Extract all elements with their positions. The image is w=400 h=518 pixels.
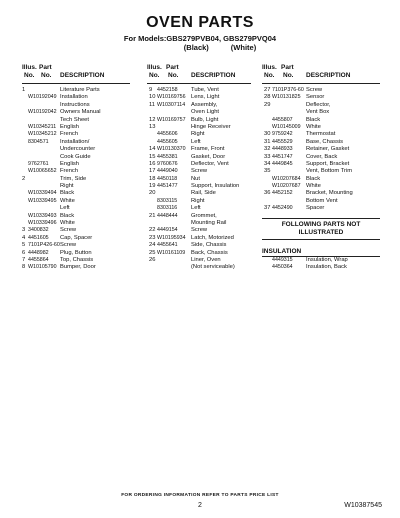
part-description: Tech Sheet bbox=[60, 116, 90, 123]
part-description: Trim, Side bbox=[60, 175, 87, 182]
insulation-row bbox=[262, 257, 380, 264]
parts-row bbox=[262, 205, 380, 212]
header-illus: Illus. bbox=[147, 64, 162, 71]
part-description: Vent, Bottom Trim bbox=[306, 168, 353, 175]
part-number: 3400832 bbox=[28, 227, 49, 234]
illus-number: 19 bbox=[149, 183, 156, 190]
part-number: 4455605 bbox=[157, 138, 178, 145]
header-part: Part bbox=[39, 64, 52, 71]
header-description: DESCRIPTION bbox=[191, 72, 236, 79]
part-description: English bbox=[60, 160, 80, 167]
parts-row bbox=[22, 242, 130, 249]
parts-row bbox=[22, 161, 130, 168]
part-description: Screw bbox=[191, 168, 208, 175]
part-number: W10339495 bbox=[28, 197, 57, 204]
part-description: Right bbox=[191, 131, 205, 138]
parts-row bbox=[22, 264, 130, 271]
part-number: W10192049 bbox=[28, 94, 57, 101]
parts-row bbox=[262, 131, 380, 138]
header-illus: Illus. bbox=[262, 64, 277, 71]
column-header bbox=[22, 64, 130, 82]
header-part-no: No. bbox=[283, 72, 294, 79]
part-description: Retainer, Gasket bbox=[306, 146, 350, 153]
part-description: Plug, Button bbox=[60, 249, 92, 256]
part-number: 4449315 bbox=[272, 256, 293, 263]
part-description: Black bbox=[306, 116, 321, 123]
illus-number: 24 bbox=[149, 242, 156, 249]
part-description: Owners Manual bbox=[60, 109, 101, 116]
part-number: 4455807 bbox=[272, 116, 293, 123]
illus-number: 34 bbox=[264, 160, 271, 167]
parts-row bbox=[147, 124, 251, 131]
illus-number: 7 bbox=[22, 256, 26, 263]
part-description: White bbox=[60, 197, 75, 204]
header-illus-no: No. bbox=[24, 72, 35, 79]
parts-row bbox=[147, 176, 251, 183]
parts-row bbox=[22, 198, 130, 205]
part-description: Bracket, Mounting bbox=[306, 190, 353, 197]
illus-number: 21 bbox=[149, 212, 156, 219]
page-number: 2 bbox=[198, 502, 202, 509]
header-illus-no: No. bbox=[149, 72, 160, 79]
part-description: Installation/ bbox=[60, 138, 90, 145]
part-description: French bbox=[60, 131, 79, 138]
parts-column-2 bbox=[147, 64, 251, 272]
part-description: Deflector, Vent bbox=[191, 160, 229, 167]
part-number: W10145009 bbox=[272, 123, 301, 130]
parts-row bbox=[22, 190, 130, 197]
illus-number: 33 bbox=[264, 153, 271, 160]
parts-row bbox=[147, 220, 251, 227]
part-description: Left bbox=[191, 205, 201, 212]
part-description: Bumper, Door bbox=[60, 264, 96, 271]
part-description: Thermostat bbox=[306, 131, 336, 138]
part-number: W10345212 bbox=[28, 131, 57, 138]
illus-number: 2 bbox=[22, 175, 26, 182]
part-number: W10105790 bbox=[28, 264, 57, 271]
part-description: Cover, Back bbox=[306, 153, 338, 160]
ordering-info-note: FOR ORDERING INFORMATION REFER TO PARTS PRICE LIST bbox=[121, 493, 279, 498]
parts-row bbox=[22, 227, 130, 234]
illus-number: 14 bbox=[149, 146, 156, 153]
parts-row bbox=[147, 146, 251, 153]
model-info bbox=[0, 34, 400, 52]
part-number: W10169757 bbox=[157, 116, 186, 123]
illus-number: 15 bbox=[149, 153, 156, 160]
illus-number: 36 bbox=[264, 190, 271, 197]
part-number: 7101P426-60 bbox=[28, 242, 60, 249]
part-number: W10065652 bbox=[28, 168, 57, 175]
parts-row bbox=[262, 124, 380, 131]
parts-row bbox=[147, 154, 251, 161]
part-number: 4452490 bbox=[272, 205, 293, 212]
illus-number: 13 bbox=[149, 123, 156, 130]
part-description: Oven Light bbox=[191, 109, 220, 116]
part-description: Base, Chassis bbox=[306, 138, 344, 145]
part-number: W10339493 bbox=[28, 212, 57, 219]
part-description: Black bbox=[306, 175, 321, 182]
header-illus: Illus. bbox=[22, 64, 37, 71]
part-description: (Not serviceable) bbox=[191, 264, 235, 271]
part-number: 4451747 bbox=[272, 153, 293, 160]
part-description: Right bbox=[60, 183, 74, 190]
illus-number: 29 bbox=[264, 101, 271, 108]
parts-row bbox=[22, 94, 130, 101]
color-white: (White) bbox=[230, 43, 257, 52]
parts-row bbox=[147, 131, 251, 138]
part-description: Mounting Rail bbox=[191, 220, 227, 227]
illus-number: 16 bbox=[149, 160, 156, 167]
parts-row bbox=[262, 190, 380, 197]
part-description: Support, Insulation bbox=[191, 183, 240, 190]
header-part: Part bbox=[166, 64, 179, 71]
part-description: Left bbox=[191, 138, 201, 145]
illus-number: 17 bbox=[149, 168, 156, 175]
header-rule bbox=[147, 83, 251, 84]
illus-number: 26 bbox=[149, 256, 156, 263]
parts-row bbox=[262, 117, 380, 124]
parts-row bbox=[22, 235, 130, 242]
parts-row bbox=[147, 94, 251, 101]
parts-row bbox=[147, 183, 251, 190]
part-description: White bbox=[60, 220, 75, 227]
parts-row bbox=[147, 198, 251, 205]
part-description: Spacer bbox=[306, 205, 325, 212]
parts-row bbox=[262, 94, 380, 101]
part-number: 4451605 bbox=[28, 234, 49, 241]
part-number: W10192042 bbox=[28, 109, 57, 116]
following-parts-title: FOLLOWING PARTS NOT ILLUSTRATED bbox=[281, 220, 361, 236]
part-description: Insulation, Wrap bbox=[306, 256, 348, 263]
parts-row bbox=[22, 220, 130, 227]
color-black: (Black) bbox=[183, 43, 209, 52]
part-description: Insulation, Back bbox=[306, 264, 347, 271]
parts-row bbox=[22, 176, 130, 183]
parts-row bbox=[147, 205, 251, 212]
document-number: W10387545 bbox=[344, 502, 382, 509]
illus-number: 22 bbox=[149, 227, 156, 234]
illus-number: 32 bbox=[264, 146, 271, 153]
part-description: Sensor bbox=[306, 94, 325, 101]
part-description: Gasket, Door bbox=[191, 153, 226, 160]
part-description: Tube, Vent bbox=[191, 87, 219, 93]
part-description: Screw bbox=[60, 242, 77, 249]
illus-number: 35 bbox=[264, 168, 271, 175]
part-number: 4455381 bbox=[157, 153, 178, 160]
parts-row bbox=[262, 176, 380, 183]
header-part: Part bbox=[281, 64, 294, 71]
illus-number: 12 bbox=[149, 116, 156, 123]
parts-row bbox=[22, 154, 130, 161]
header-illus-no: No. bbox=[264, 72, 275, 79]
header-part-no: No. bbox=[168, 72, 179, 79]
part-number: 9762761 bbox=[28, 160, 49, 167]
part-number: 4455606 bbox=[157, 131, 178, 138]
part-description: Black bbox=[60, 212, 75, 219]
header-description: DESCRIPTION bbox=[306, 72, 351, 79]
part-number: 4448933 bbox=[272, 146, 293, 153]
parts-row bbox=[22, 109, 130, 116]
parts-row bbox=[147, 139, 251, 146]
parts-row bbox=[262, 87, 380, 94]
parts-row bbox=[22, 146, 130, 153]
part-description: Lens, Light bbox=[191, 94, 220, 101]
part-number: W10339496 bbox=[28, 220, 57, 227]
part-number: 8303115 bbox=[157, 197, 178, 204]
illus-number: 30 bbox=[264, 131, 271, 138]
parts-row bbox=[22, 205, 130, 212]
part-number: 8304571 bbox=[28, 138, 49, 145]
parts-row bbox=[147, 257, 251, 264]
part-description: Installation bbox=[60, 94, 88, 101]
parts-row bbox=[262, 102, 380, 109]
part-number: 4448444 bbox=[157, 212, 178, 219]
part-description: Support, Bracket bbox=[306, 160, 350, 167]
page-title: OVEN PARTS bbox=[146, 14, 254, 31]
part-description: Back, Chassis bbox=[191, 249, 228, 256]
part-number: 7101P376-60 bbox=[272, 87, 304, 93]
illus-number: 11 bbox=[149, 101, 156, 108]
part-description: Undercounter bbox=[60, 146, 96, 153]
part-number: 4450364 bbox=[272, 264, 293, 271]
part-number: W10169756 bbox=[157, 94, 186, 101]
insulation-row bbox=[262, 264, 380, 271]
part-description: White bbox=[306, 123, 321, 130]
parts-row bbox=[147, 87, 251, 94]
illus-number: 28 bbox=[264, 94, 271, 101]
part-description: Instructions bbox=[60, 101, 90, 108]
part-description: Screw bbox=[306, 87, 323, 93]
part-description: Bottom Vent bbox=[306, 197, 338, 204]
parts-row bbox=[22, 257, 130, 264]
part-number: 9759242 bbox=[272, 131, 293, 138]
parts-column-1 bbox=[22, 64, 130, 272]
parts-row bbox=[262, 109, 380, 116]
part-number: 4450118 bbox=[157, 175, 178, 182]
part-description: Right bbox=[191, 197, 205, 204]
parts-row bbox=[147, 213, 251, 220]
illus-number: 4 bbox=[22, 234, 26, 241]
parts-row bbox=[262, 198, 380, 205]
parts-row bbox=[147, 102, 251, 109]
parts-row bbox=[147, 168, 251, 175]
column-header bbox=[262, 64, 380, 82]
parts-row bbox=[147, 264, 251, 271]
part-number: W10131825 bbox=[272, 94, 301, 101]
illus-number: 10 bbox=[149, 94, 156, 101]
part-description: French bbox=[60, 168, 79, 175]
parts-row bbox=[147, 235, 251, 242]
section-rule-bottom bbox=[262, 239, 380, 240]
parts-row bbox=[22, 87, 130, 94]
parts-row bbox=[147, 242, 251, 249]
parts-row bbox=[22, 117, 130, 124]
parts-row bbox=[22, 183, 130, 190]
parts-row bbox=[22, 131, 130, 138]
part-number: 4452158 bbox=[157, 87, 178, 93]
part-number: W10207684 bbox=[272, 175, 301, 182]
part-number: W10207687 bbox=[272, 183, 301, 190]
part-number: 4449040 bbox=[157, 168, 178, 175]
parts-row bbox=[22, 213, 130, 220]
parts-row bbox=[262, 139, 380, 146]
part-description: Assembly, bbox=[191, 101, 218, 108]
parts-row bbox=[262, 146, 380, 153]
part-number: 4448982 bbox=[28, 249, 49, 256]
parts-row bbox=[147, 117, 251, 124]
illus-number: 20 bbox=[149, 190, 156, 197]
part-number: 4452152 bbox=[272, 190, 293, 197]
part-description: Vent Box bbox=[306, 109, 330, 116]
illus-number: 3 bbox=[22, 227, 26, 234]
part-description: Left bbox=[60, 205, 70, 212]
illus-number: 23 bbox=[149, 234, 156, 241]
part-description: Frame, Front bbox=[191, 146, 225, 153]
part-number: 8303116 bbox=[157, 205, 178, 212]
parts-row bbox=[22, 168, 130, 175]
illus-number: 1 bbox=[22, 87, 26, 93]
part-number: W10345211 bbox=[28, 123, 57, 130]
illus-number: 6 bbox=[22, 249, 26, 256]
illus-number: 5 bbox=[22, 242, 26, 249]
not-illustrated-section bbox=[262, 218, 380, 272]
part-number: 9760676 bbox=[157, 160, 178, 167]
header-rule bbox=[262, 83, 380, 84]
part-number: W10195934 bbox=[157, 234, 186, 241]
part-description: English bbox=[60, 123, 80, 130]
part-description: Cap, Spacer bbox=[60, 234, 93, 241]
part-description: Bulb, Light bbox=[191, 116, 219, 123]
header-part-no: No. bbox=[41, 72, 52, 79]
parts-row bbox=[22, 124, 130, 131]
part-number: W10307114 bbox=[157, 101, 186, 108]
part-description: Rail, Side bbox=[191, 190, 216, 197]
part-number: W10130370 bbox=[157, 146, 186, 153]
part-description: Latch, Motorized bbox=[191, 234, 234, 241]
illus-number: 31 bbox=[264, 138, 271, 145]
illus-number: 37 bbox=[264, 205, 271, 212]
part-description: Grommet, bbox=[191, 212, 217, 219]
part-number: W10161109 bbox=[157, 249, 186, 256]
insulation-title: INSULATION bbox=[262, 247, 302, 255]
part-number: 4451477 bbox=[157, 183, 178, 190]
parts-row bbox=[147, 227, 251, 234]
part-description: Deflector, bbox=[306, 101, 331, 108]
part-description: Hinge Receiver bbox=[191, 123, 231, 130]
parts-row bbox=[147, 250, 251, 257]
parts-row bbox=[147, 161, 251, 168]
parts-row bbox=[22, 139, 130, 146]
illus-number: 9 bbox=[149, 87, 153, 93]
header-rule bbox=[22, 83, 130, 84]
models-line: For Models:GBS279PVB04, GBS279PVQ04 bbox=[123, 34, 277, 43]
part-description: Side, Chassis bbox=[191, 242, 227, 249]
part-description: Screw bbox=[60, 227, 77, 234]
part-description: Black bbox=[60, 190, 75, 197]
part-number: 4455641 bbox=[157, 242, 178, 249]
column-header bbox=[147, 64, 251, 82]
part-number: 4449845 bbox=[272, 160, 293, 167]
part-number: 4455864 bbox=[28, 256, 49, 263]
part-number: 4455529 bbox=[272, 138, 293, 145]
part-number: 4449154 bbox=[157, 227, 178, 234]
part-number: W10339494 bbox=[28, 190, 57, 197]
part-description: Cook Guide bbox=[60, 153, 91, 160]
part-description: Nut bbox=[191, 175, 201, 182]
parts-row bbox=[22, 102, 130, 109]
illus-number: 27 bbox=[264, 87, 271, 93]
part-description: White bbox=[306, 183, 321, 190]
illus-number: 25 bbox=[149, 249, 156, 256]
parts-row bbox=[262, 168, 380, 175]
part-description: Liner, Oven bbox=[191, 256, 221, 263]
parts-row bbox=[262, 154, 380, 161]
part-description: Literature Parts bbox=[60, 87, 100, 93]
parts-row bbox=[22, 250, 130, 257]
parts-row bbox=[147, 109, 251, 116]
part-description: Screw bbox=[191, 227, 208, 234]
illus-number: 8 bbox=[22, 264, 26, 271]
header-description: DESCRIPTION bbox=[60, 72, 105, 79]
parts-row bbox=[262, 161, 380, 168]
parts-column-3 bbox=[262, 64, 380, 271]
parts-row bbox=[262, 183, 380, 190]
parts-row bbox=[147, 190, 251, 197]
illus-number: 18 bbox=[149, 175, 156, 182]
part-description: Top, Chassis bbox=[60, 256, 94, 263]
